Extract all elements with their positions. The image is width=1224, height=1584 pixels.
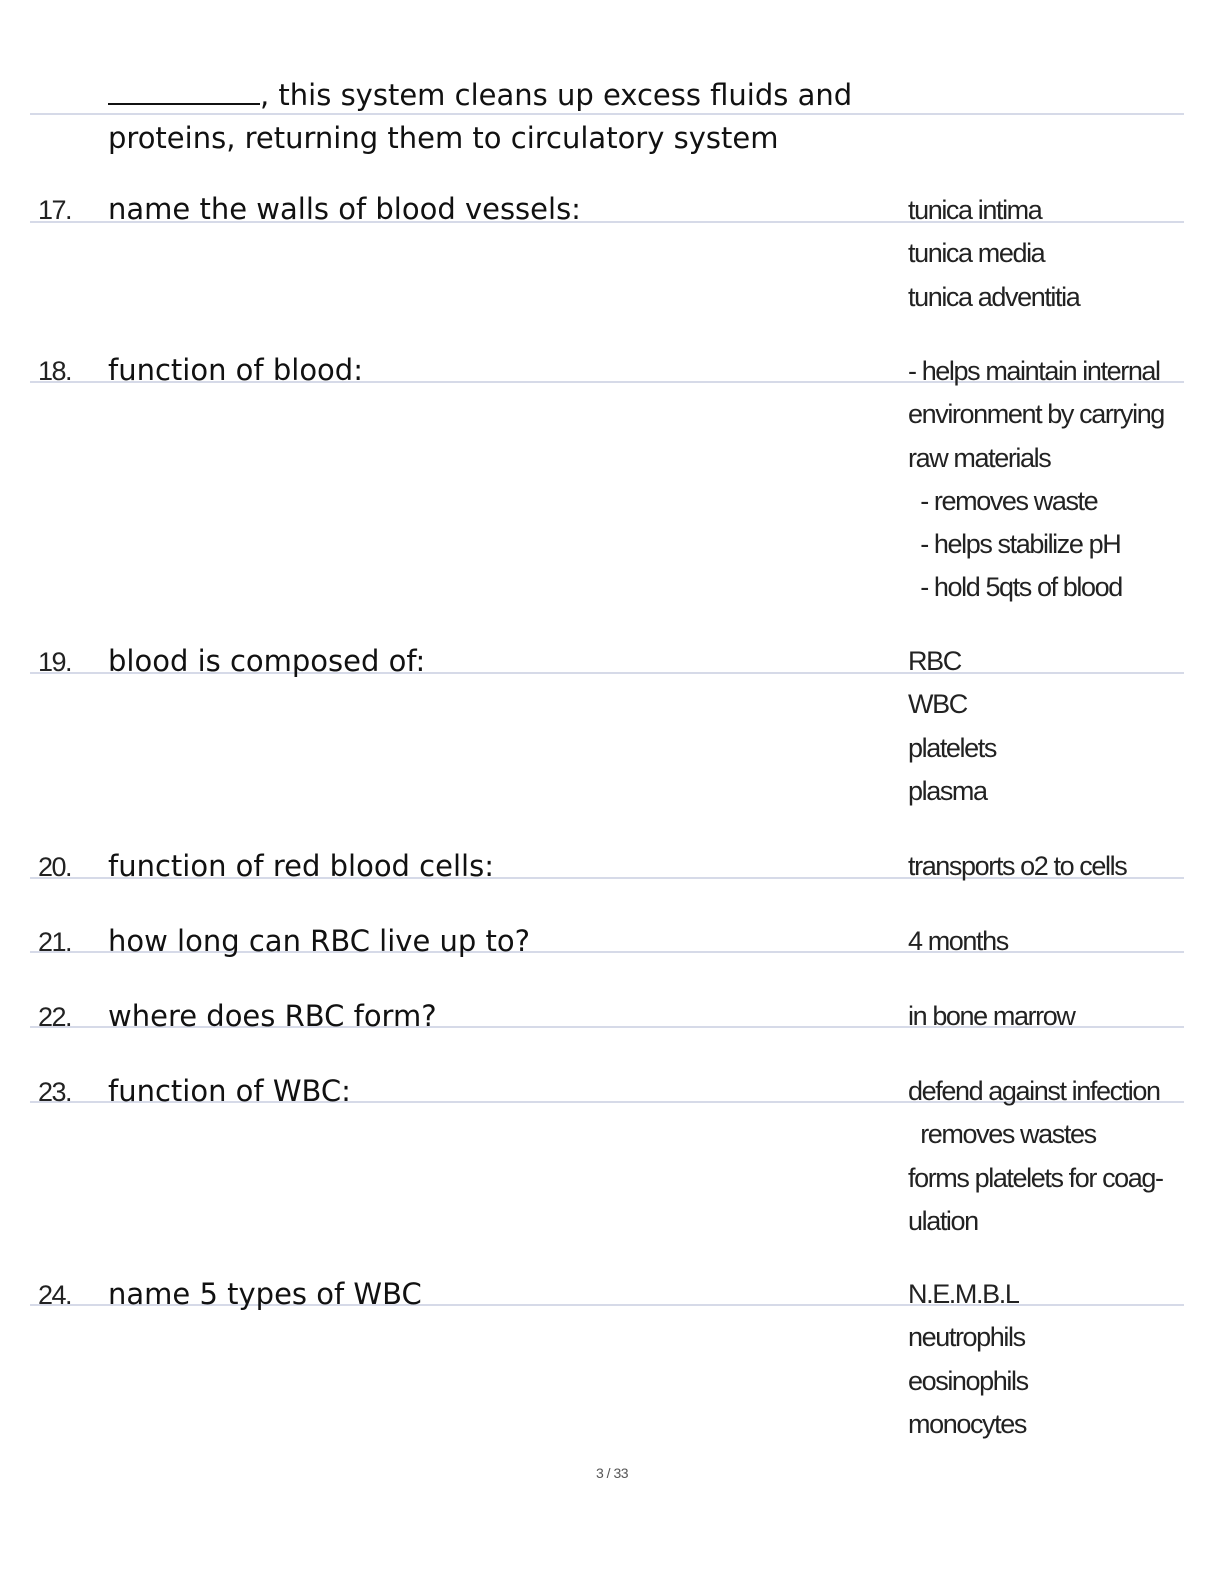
answer-line: removes wastes — [908, 1119, 1096, 1150]
answer-line: tunica media — [908, 238, 1045, 269]
intro-rule — [30, 113, 1184, 115]
question-number: 24. — [38, 1280, 72, 1310]
answer-block — [908, 350, 1170, 610]
question-number: 20. — [38, 852, 72, 882]
answer-line: plasma — [908, 775, 987, 806]
answer-line: ulation — [908, 1205, 978, 1236]
answer-block — [908, 640, 1170, 813]
answer-line: N.E.M.B.L — [908, 1279, 1019, 1309]
answer-line: tunica adventitia — [908, 281, 1080, 312]
answer-line: monocytes — [908, 1408, 1026, 1439]
intro-line-2: proteins, returning them to circulatory system — [108, 121, 779, 155]
question-number: 23. — [38, 1077, 72, 1107]
answer-line: WBC — [908, 689, 967, 720]
question-number: 18. — [38, 356, 72, 386]
question-number: 22. — [38, 1002, 72, 1032]
question-text: function of red blood cells: — [108, 849, 494, 883]
answer-block — [908, 1070, 1170, 1243]
question-text: blood is composed of: — [108, 644, 426, 678]
question-number: 19. — [38, 647, 72, 677]
answer-block — [908, 1273, 1170, 1446]
answer-line: - hold 5qts of blood — [908, 572, 1122, 603]
fill-in-blank — [108, 77, 260, 105]
answer-block — [908, 920, 1170, 963]
intro-block — [108, 74, 852, 160]
answer-line: platelets — [908, 732, 996, 763]
page-number: 3 / 33 — [595, 1465, 629, 1481]
answer-line: tunica intima — [908, 195, 1042, 225]
answer-line: environment by carrying — [908, 399, 1164, 430]
question-text: where does RBC form? — [108, 999, 437, 1033]
intro-line-1 — [108, 74, 852, 117]
answer-line: neutrophils — [908, 1322, 1025, 1353]
answer-line: 4 months — [908, 926, 1008, 956]
answer-line: eosinophils — [908, 1365, 1028, 1396]
answer-line: in bone marrow — [908, 1001, 1075, 1031]
answer-line: - removes waste — [908, 485, 1098, 516]
answer-line: - helps stabilize pH — [908, 529, 1121, 560]
question-number: 21. — [38, 927, 72, 957]
answer-line: defend against infection — [908, 1076, 1160, 1106]
question-text: name 5 types of WBC — [108, 1277, 422, 1311]
answer-line: forms platelets for coag- — [908, 1162, 1163, 1193]
question-text: function of WBC: — [108, 1074, 351, 1108]
question-text: name the walls of blood vessels: — [108, 192, 581, 226]
answer-block — [908, 845, 1170, 888]
question-text: function of blood: — [108, 353, 363, 387]
answer-line: RBC — [908, 646, 961, 676]
answer-block — [908, 189, 1170, 319]
answer-block — [908, 995, 1170, 1038]
question-number: 17. — [38, 195, 72, 225]
intro-line-1-text: , this system cleans up excess fluids and — [260, 78, 853, 112]
answer-line: transports o2 to cells — [908, 851, 1127, 881]
answer-line: - helps maintain internal — [908, 356, 1160, 386]
answer-line: raw materials — [908, 442, 1051, 473]
question-text: how long can RBC live up to? — [108, 924, 531, 958]
